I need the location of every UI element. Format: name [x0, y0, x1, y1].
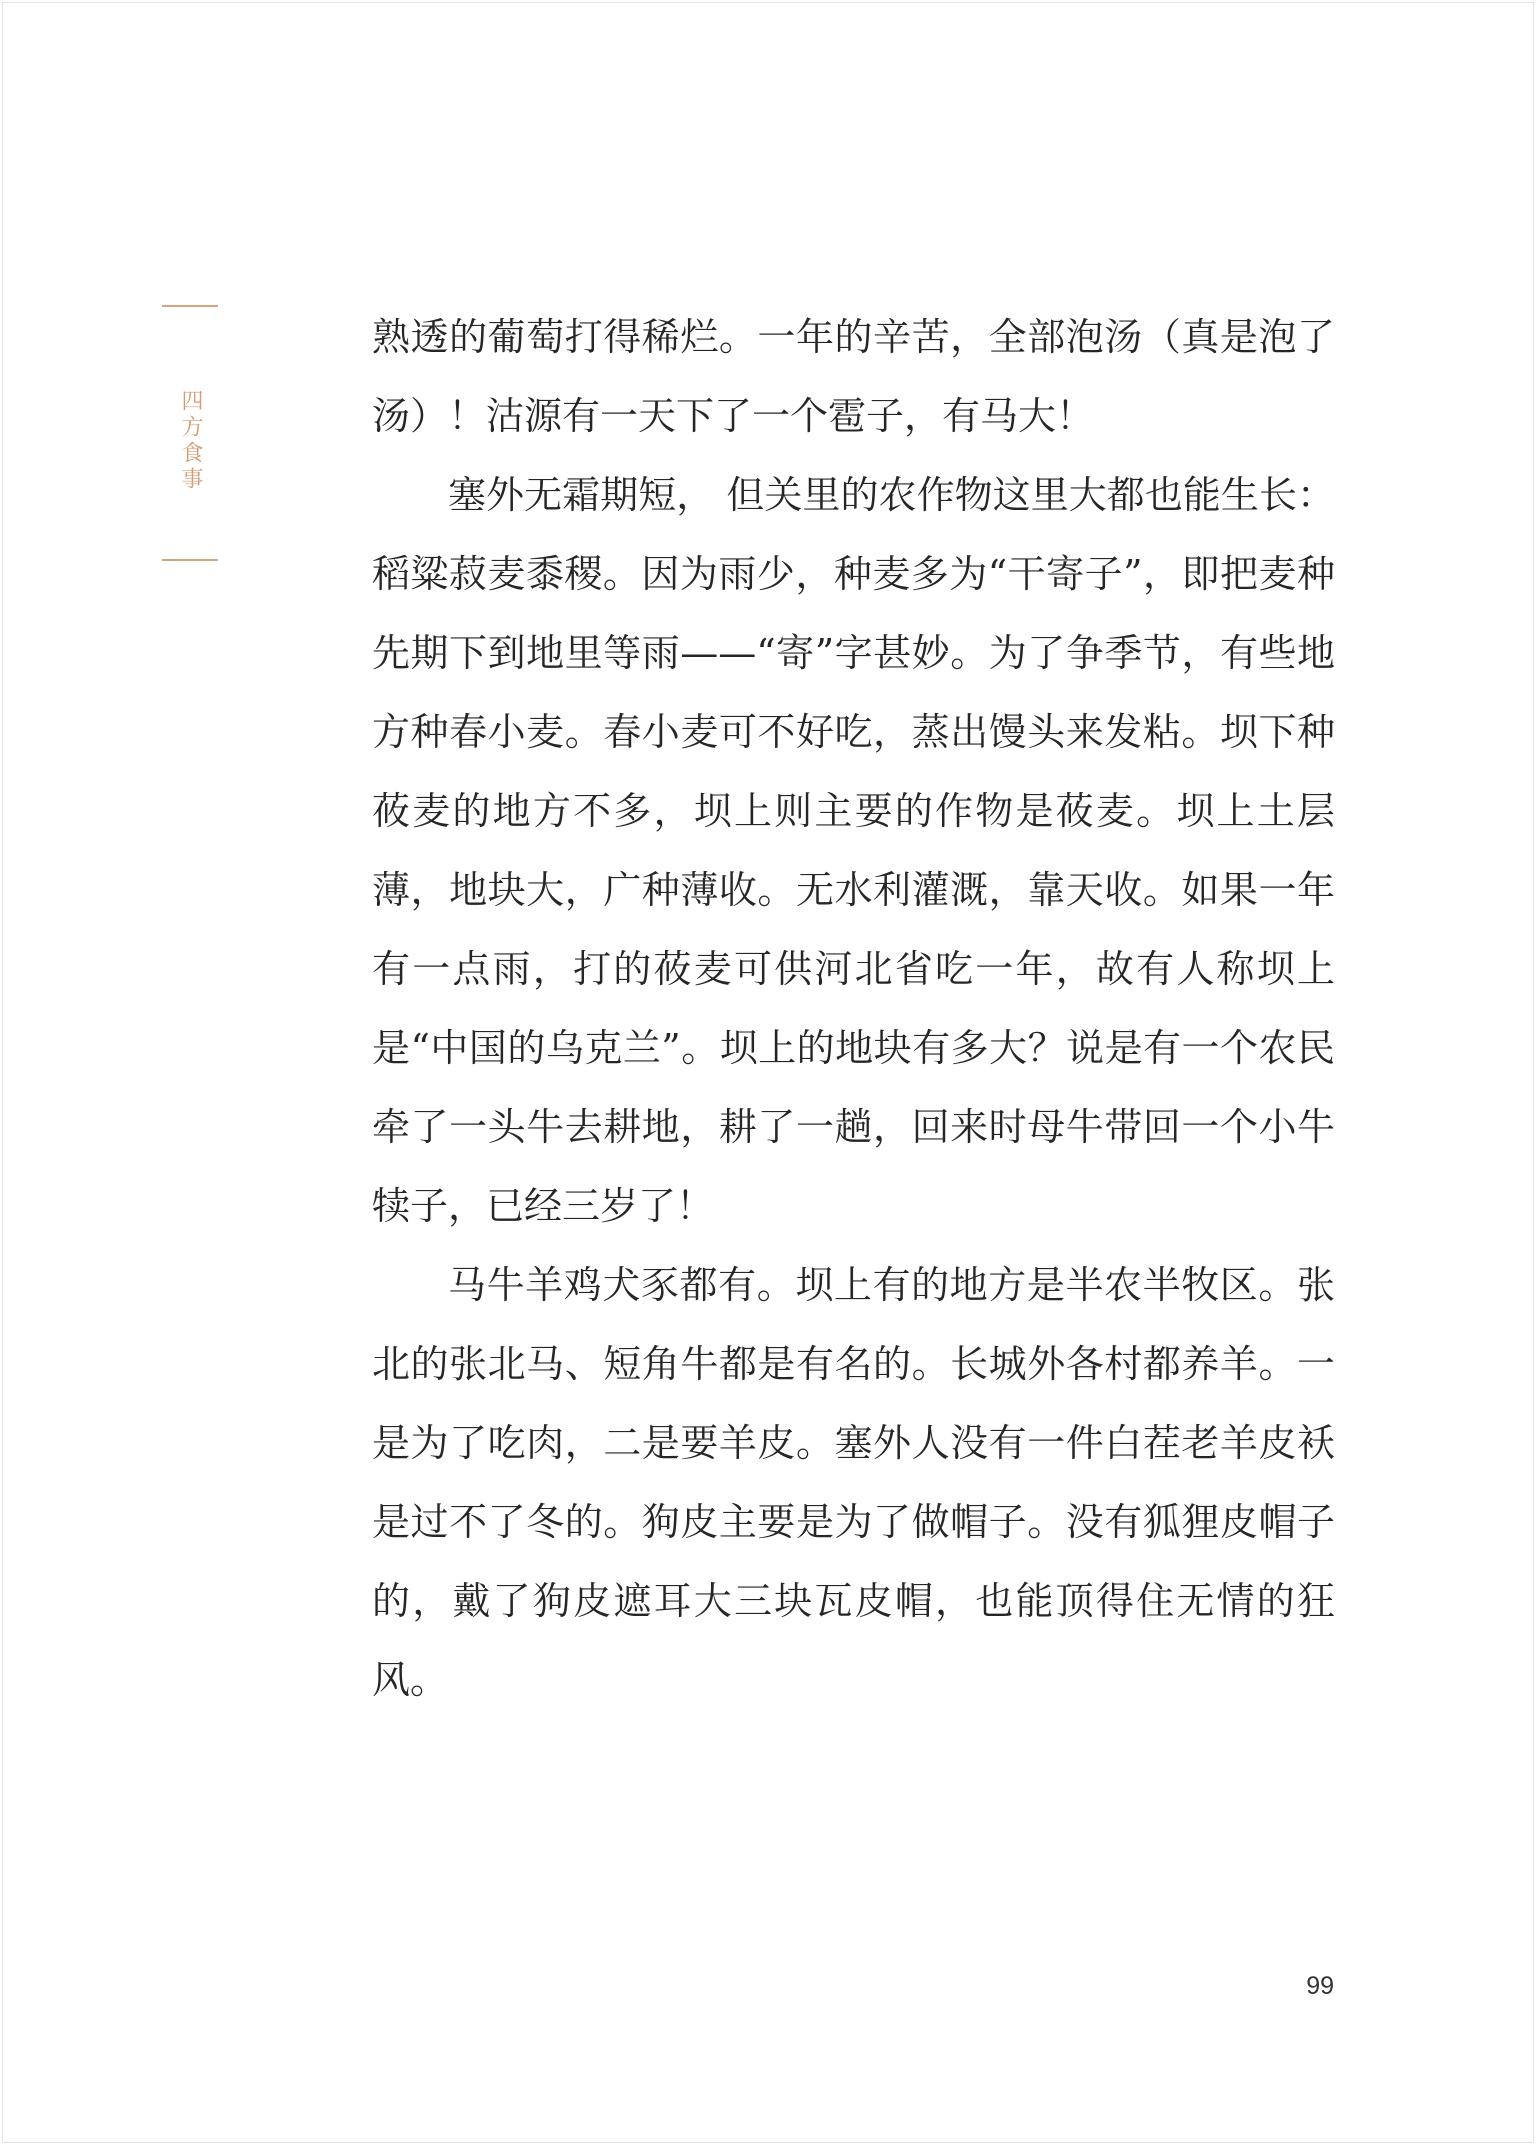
- body-text: [372, 298, 1335, 1720]
- bottom-rule: [162, 559, 218, 561]
- running-head: [160, 305, 220, 561]
- page-number: 99: [1306, 1972, 1334, 2000]
- section-title: 四方食事: [178, 389, 203, 493]
- paragraph-2: 塞外无霜期短， 但关里的农作物这里大都也能生长：稻粱菽麦黍稷。因为雨少，种麦多为“干寄子”，即把麦种先期下到地里等雨——“寄”字甚妙。为了争季节，有些地方种春小麦。春小麦可不好吃，蒸出馒头来发粘。坝下种莜麦的地方不多，坝上则主要的作物是莜麦。坝上土层薄，地块大，广种薄收。无水利灌溉，靠天收。如果一年有一点雨，打的莜麦可供河北省吃一年，故有人称坝上是“中国的乌克兰”。坝上的地块有多大？说是有一个农民牵了一头牛去耕地，耕了一趟，回来时母牛带回一个小牛犊子，已经三岁了！: [372, 473, 1335, 1228]
- paragraph-1: 熟透的葡萄打得稀烂。一年的辛苦，全部泡汤（真是泡了汤）！沽源有一天下了一个雹子，有马大！: [372, 315, 1335, 438]
- top-rule: [162, 305, 218, 307]
- paragraph-3: 马牛羊鸡犬豕都有。坝上有的地方是半农半牧区。张北的张北马、短角牛都是有名的。长城外各村都养羊。一是为了吃肉，二是要羊皮。塞外人没有一件白茬老羊皮袄是过不了冬的。狗皮主要是为了做帽子。没有狐狸皮帽子的，戴了狗皮遮耳大三块瓦皮帽，也能顶得住无情的狂风。: [372, 1263, 1335, 1702]
